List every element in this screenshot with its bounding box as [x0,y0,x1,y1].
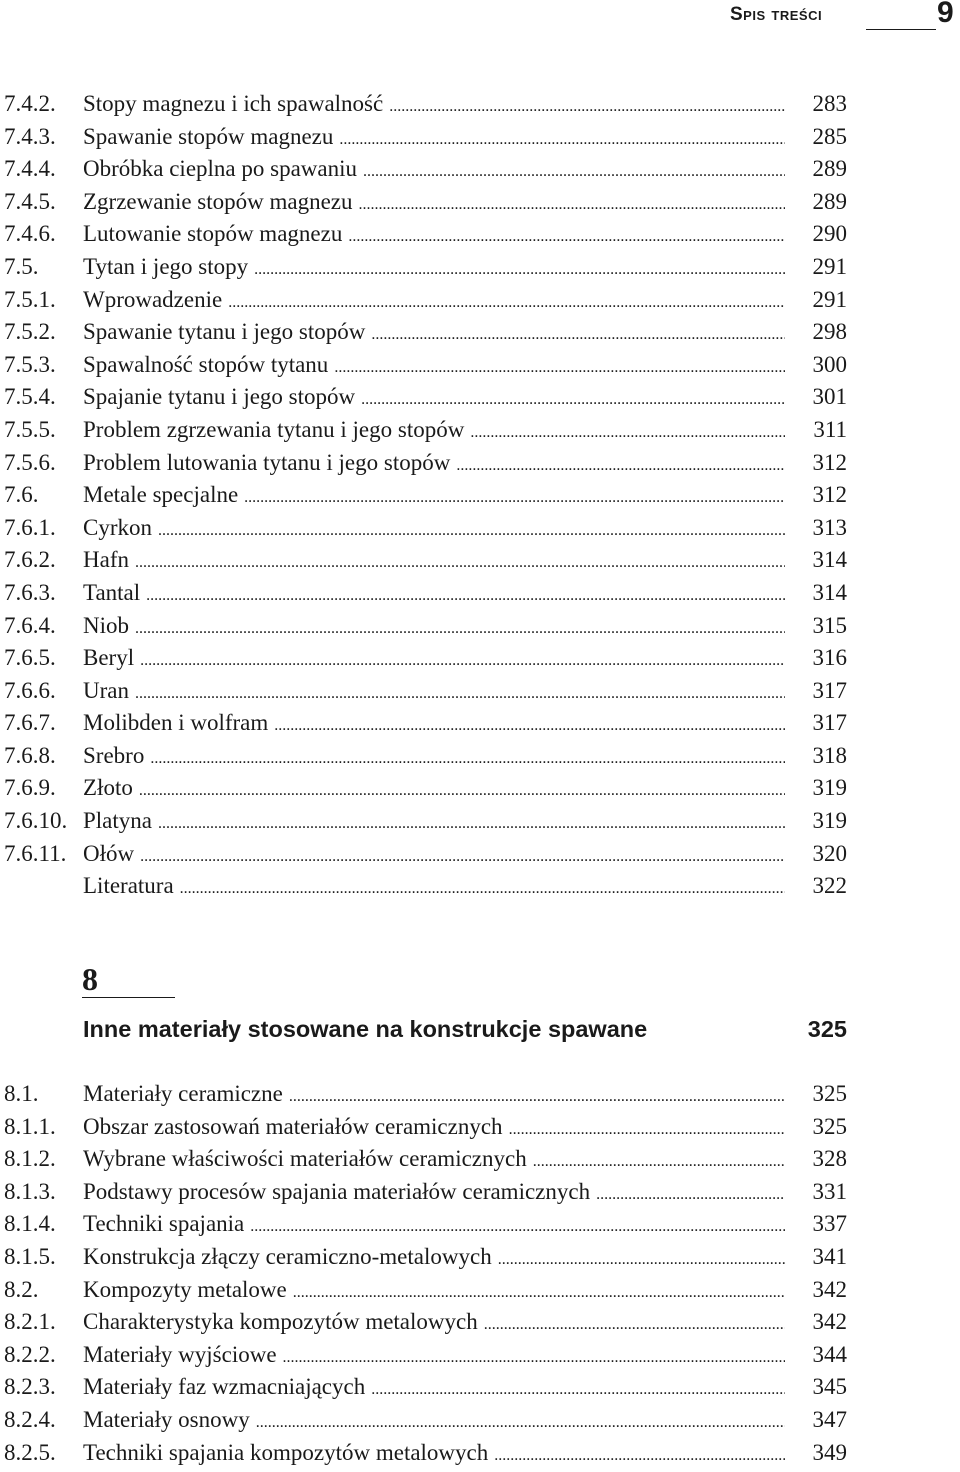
toc-entry-body [83,381,785,417]
toc-dot-leader [274,710,785,743]
toc-entry[interactable] [0,610,960,643]
toc-entry-page: 317 [812,710,847,736]
toc-entry-body [83,153,785,189]
toc-entry[interactable] [0,186,960,219]
toc-entry[interactable] [0,740,960,773]
toc-entry-page: 331 [812,1178,847,1204]
toc-entry-number: 7.6.2. [4,547,56,573]
toc-entry-page: 316 [812,645,847,671]
toc-entry-title[interactable]: Niob [83,612,129,638]
toc-entry-body [83,1176,785,1212]
toc-entry-number: 7.4.2. [4,91,56,116]
toc-entry-title[interactable]: Platyna [83,808,152,834]
toc-entry[interactable] [0,1306,960,1339]
toc-entry-body [83,284,785,320]
toc-entry-body [83,772,785,808]
toc-dot-leader [289,1081,785,1114]
toc-entry-page: 301 [812,384,847,410]
toc-entry-body [83,88,785,124]
toc-entry-body [83,544,785,580]
toc-entry-page: 289 [812,156,847,182]
toc-entry-title[interactable]: Tytan i jego stopy [83,253,249,279]
toc-entry-page: 320 [812,840,847,866]
toc-entry[interactable] [0,153,960,186]
toc-entry-page: 341 [812,1243,847,1269]
toc-entry-title[interactable]: Zgrzewanie stopów magnezu [83,188,353,214]
toc-entry-title[interactable]: Problem lutowania tytanu i jego stopów [83,449,451,475]
toc-entry-body [83,1143,785,1179]
toc-entry[interactable] [0,414,960,447]
toc-entry-title[interactable]: Konstrukcja złączy ceramiczno-metalowych [83,1243,492,1269]
toc-entry-title[interactable]: Techniki spajania kompozytów metalowych [83,1439,489,1465]
toc-entry[interactable] [0,121,960,154]
toc-entry-body [83,1111,785,1147]
chapter-title[interactable]: Inne materiały stosowane na konstrukcje spawane [83,1016,648,1042]
toc-entry-number: 7.4.3. [4,123,56,149]
toc-entry[interactable] [0,577,960,610]
toc-dot-leader [494,1440,785,1472]
header-page-number: 9 [937,0,954,29]
toc-entry-body [83,1437,785,1472]
toc-dot-leader [283,1342,785,1375]
toc-dot-leader [256,1407,785,1440]
toc-dot-leader [180,873,785,906]
toc-entry-number: 7.6.3. [4,579,56,605]
toc-entry-page: 298 [812,319,847,345]
toc-list-chapter-7 [0,88,960,903]
toc-dot-leader [361,384,785,417]
toc-entry-page: 325 [812,1113,847,1139]
toc-dot-leader [509,1114,785,1147]
toc-entry-title[interactable]: Materiały wyjściowe [83,1341,277,1367]
toc-entry-page: 349 [812,1439,847,1465]
toc-entry[interactable] [0,870,960,903]
toc-entry-page: 342 [812,1309,847,1335]
toc-entry[interactable] [0,1208,960,1241]
toc-dot-leader [140,841,785,874]
toc-entry-title[interactable]: Lutowanie stopów magnezu [83,221,343,247]
toc-dot-leader [533,1146,785,1179]
toc-entry[interactable] [0,1241,960,1274]
toc-entry-number: 7.6.6. [4,677,56,703]
toc-dot-leader [339,124,785,157]
toc-entry-title[interactable]: Spawalność stopów tytanu [83,351,329,377]
toc-entry-body [83,1078,785,1114]
chapter-page-number: 325 [807,1016,847,1042]
toc-entry[interactable] [0,1404,960,1437]
toc-entry[interactable] [0,512,960,545]
toc-entry-number: 8.2. [4,1276,39,1302]
toc-entry-number: 7.5.5. [4,416,56,442]
toc-entry-number: 8.2.4. [4,1406,56,1432]
toc-dot-leader [146,580,785,613]
toc-dot-leader [293,1277,785,1310]
toc-entry-number: 7.6.8. [4,742,56,768]
toc-entry-number: 7.6.5. [4,645,56,671]
toc-dot-leader [254,254,785,287]
toc-entry-body [83,740,785,776]
toc-entry-number: 7.5.2. [4,319,56,345]
toc-dot-leader [250,1211,785,1244]
toc-entry-page: 283 [812,91,847,116]
toc-entry-number: 8.1.4. [4,1211,56,1237]
toc-entry-number: 8.2.2. [4,1341,56,1367]
toc-dot-leader [140,645,785,678]
toc-entry-number: 7.5.4. [4,384,56,410]
toc-entry-body [83,805,785,841]
toc-entry-number: 7.6.9. [4,775,56,801]
toc-entry[interactable] [0,316,960,349]
header-rule [866,29,936,30]
toc-entry-title[interactable]: Problem zgrzewania tytanu i jego stopów [83,416,465,442]
toc-entry-title[interactable]: Wprowadzenie [83,286,223,312]
toc-entry[interactable] [0,479,960,512]
toc-entry-title[interactable]: Literatura [83,873,174,899]
toc-entry-number: 8.1.3. [4,1178,56,1204]
header-section-title: Spis treści [730,4,823,25]
toc-entry[interactable] [0,1339,960,1372]
toc-entry-title[interactable]: Hafn [83,547,129,573]
chapter-number: 8 [82,961,98,997]
toc-entry[interactable] [0,349,960,382]
toc-entry-body [83,707,785,743]
toc-entry[interactable] [0,838,960,871]
toc-entry-body [83,1371,785,1407]
toc-entry[interactable] [0,284,960,317]
chapter-heading [0,955,960,1065]
toc-dot-leader [158,515,785,548]
toc-dot-leader [135,613,785,646]
toc-dot-leader [371,1374,785,1407]
toc-dot-leader [135,547,785,580]
toc-entry-body [83,186,785,222]
toc-entry-page: 317 [812,677,847,703]
toc-entry-title[interactable]: Beryl [83,645,135,671]
toc-entry[interactable] [0,642,960,675]
toc-entry-page: 337 [812,1211,847,1237]
toc-entry-body [83,642,785,678]
toc-entry[interactable] [0,805,960,838]
toc-dot-leader [456,450,785,483]
toc-entry-page: 319 [812,808,847,834]
chapter-rule [82,997,175,998]
toc-entry-page: 314 [812,579,847,605]
toc-entry-number: 7.6.7. [4,710,56,736]
toc-entry[interactable] [0,447,960,480]
toc-entry-title[interactable]: Spajanie tytanu i jego stopów [83,384,356,410]
toc-entry-body [83,349,785,385]
toc-entry-number: 8.2.1. [4,1309,56,1335]
toc-entry-number: 7.5. [4,253,39,279]
toc-entry-body [83,1274,785,1310]
toc-entry-body [83,675,785,711]
toc-entry-body [83,870,785,906]
toc-entry-title[interactable]: Złoto [83,775,133,801]
toc-entry-number: 7.6.10. [4,808,68,834]
toc-entry[interactable] [0,381,960,414]
toc-entry[interactable] [0,544,960,577]
toc-entry-title[interactable]: Podstawy procesów spajania materiałów ceramicznych [83,1178,591,1204]
toc-entry[interactable] [0,88,960,121]
toc-entry-page: 285 [812,123,847,149]
toc-entry-body [83,610,785,646]
toc-entry-page: 289 [812,188,847,214]
toc-dot-leader [596,1179,785,1212]
toc-entry-page: 344 [812,1341,847,1367]
toc-entry-body [83,1208,785,1244]
toc-entry[interactable] [0,1437,960,1470]
toc-dot-leader [389,91,785,124]
toc-dot-leader [484,1309,785,1342]
running-header [0,0,960,40]
toc-entry-page: 314 [812,547,847,573]
toc-entry-number: 8.2.3. [4,1374,56,1400]
toc-entry-title[interactable]: Metale specjalne [83,482,239,508]
toc-entry[interactable] [0,1274,960,1307]
toc-dot-leader [150,743,785,776]
toc-entry-number: 7.6.11. [4,840,67,866]
toc-entry-body [83,479,785,515]
toc-entry-title[interactable]: Ołów [83,840,135,866]
toc-entry-title[interactable]: Techniki spajania [83,1211,245,1237]
toc-entry-body [83,316,785,352]
toc-entry-page: 342 [812,1276,847,1302]
toc-entry-title[interactable]: Kompozyty metalowe [83,1276,287,1302]
toc-entry[interactable] [0,1176,960,1209]
toc-entry-page: 300 [812,351,847,377]
toc-entry-page: 290 [812,221,847,247]
toc-dot-leader [139,775,785,808]
toc-entry-title[interactable]: Wybrane właściwości materiałów ceramicznych [83,1146,527,1172]
toc-entry-page: 312 [812,449,847,475]
toc-entry-number: 8.1.2. [4,1146,56,1172]
toc-entry-title[interactable]: Obszar zastosowań materiałów ceramicznych [83,1113,503,1139]
toc-entry-number: 7.5.6. [4,449,56,475]
toc-entry-number: 8.2.5. [4,1439,56,1465]
toc-entry-body [83,121,785,157]
toc-entry-title[interactable]: Materiały osnowy [83,1406,250,1432]
toc-entry-body [83,1306,785,1342]
toc-dot-leader [244,482,785,515]
toc-entry-number: 7.6. [4,482,39,508]
toc-entry-body [83,447,785,483]
toc-entry-page: 315 [812,612,847,638]
toc-entry-title[interactable]: Uran [83,677,129,703]
toc-entry-number: 7.5.1. [4,286,56,312]
toc-entry-page: 347 [812,1406,847,1432]
toc-entry[interactable] [0,707,960,740]
toc-dot-leader [334,352,785,385]
toc-entry-page: 322 [812,873,847,899]
toc-entry-body [83,577,785,613]
toc-dot-leader [371,319,785,352]
toc-entry-title[interactable]: Obróbka cieplna po spawaniu [83,156,358,182]
toc-entry-number: 7.6.4. [4,612,56,638]
toc-dot-leader [228,287,785,320]
toc-entry[interactable] [0,1111,960,1144]
toc-entry-title[interactable]: Materiały faz wzmacniających [83,1374,366,1400]
toc-entry-page: 345 [812,1374,847,1400]
toc-dot-leader [498,1244,785,1277]
toc-entry-page: 291 [812,253,847,279]
toc-entry-title[interactable]: Molibden i wolfram [83,710,269,736]
toc-entry-body [83,1404,785,1440]
toc-entry-body [83,218,785,254]
toc-entry-body [83,251,785,287]
toc-entry-title[interactable]: Stopy magnezu i ich spawalność [83,91,384,116]
toc-entry-number: 8.1. [4,1081,39,1106]
toc-entry-number: 8.1.1. [4,1113,56,1139]
toc-dot-leader [359,189,785,222]
toc-entry[interactable] [0,1371,960,1404]
toc-entry-body [83,1339,785,1375]
toc-entry-page: 328 [812,1146,847,1172]
toc-entry-number: 7.4.6. [4,221,56,247]
toc-entry-page: 318 [812,742,847,768]
toc-entry-page: 313 [812,514,847,540]
toc-entry[interactable] [0,1078,960,1111]
toc-entry-body [83,1241,785,1277]
toc-entry-title[interactable]: Spawanie stopów magnezu [83,123,334,149]
toc-entry[interactable] [0,218,960,251]
toc-dot-leader [363,156,785,189]
toc-entry-body [83,512,785,548]
toc-entry-number: 7.6.1. [4,514,56,540]
toc-entry-page: 319 [812,775,847,801]
toc-dot-leader [470,417,785,450]
toc-entry-title[interactable]: Cyrkon [83,514,152,540]
toc-entry-body [83,838,785,874]
toc-entry-title[interactable]: Charakterystyka kompozytów metalowych [83,1309,478,1335]
toc-entry-body [83,414,785,450]
toc-entry[interactable] [0,1143,960,1176]
toc-dot-leader [158,808,785,841]
toc-entry-page: 312 [812,482,847,508]
toc-entry-title[interactable]: Spawanie tytanu i jego stopów [83,319,366,345]
toc-entry[interactable] [0,772,960,805]
toc-entry-number: 7.5.3. [4,351,56,377]
toc-entry[interactable] [0,251,960,284]
toc-entry-title[interactable]: Srebro [83,742,145,768]
toc-entry-number: 8.1.5. [4,1243,56,1269]
toc-entry-number: 7.4.5. [4,188,56,214]
toc-entry-page: 291 [812,286,847,312]
toc-entry-title[interactable]: Materiały ceramiczne [83,1081,283,1106]
toc-dot-leader [135,678,785,711]
toc-entry[interactable] [0,675,960,708]
toc-entry-page: 311 [813,416,847,442]
toc-dot-leader [348,221,785,254]
toc-entry-page: 325 [812,1081,847,1106]
toc-list-chapter-8 [0,1078,960,1469]
toc-entry-title[interactable]: Tantal [83,579,141,605]
toc-entry-number: 7.4.4. [4,156,56,182]
